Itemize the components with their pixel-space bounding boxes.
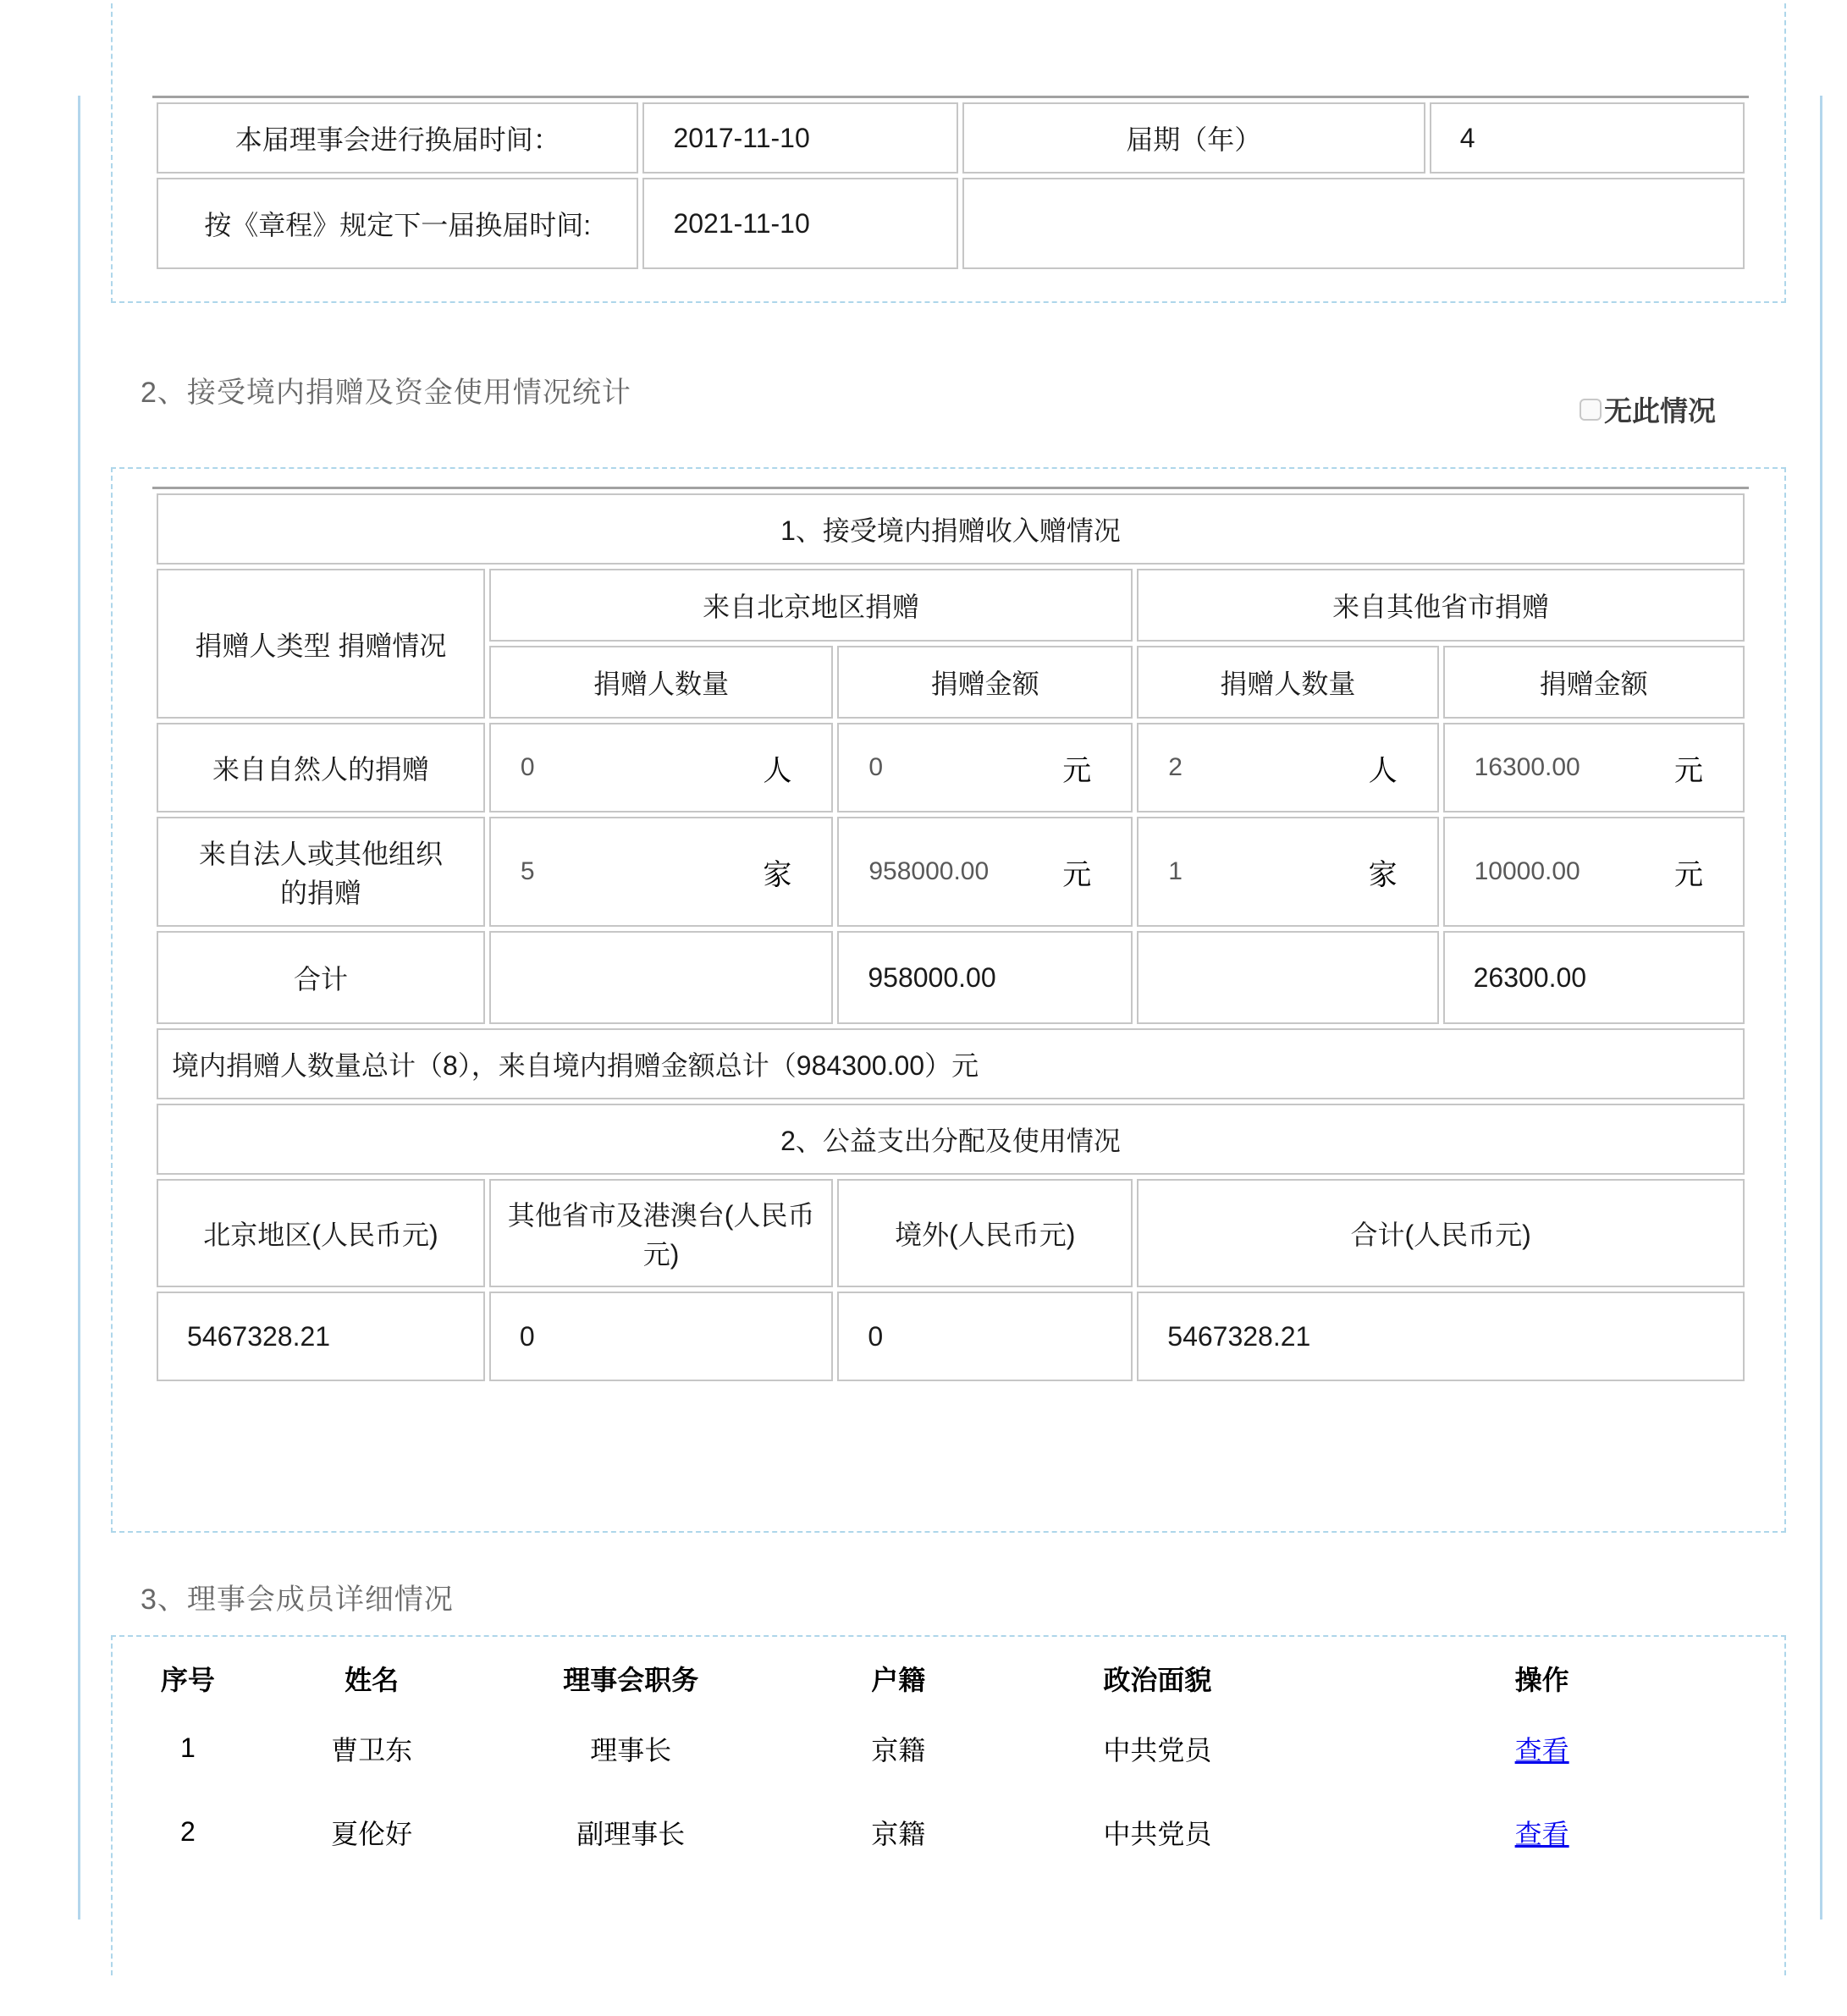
member-name: 曹卫东 (331, 1734, 413, 1765)
member-political: 中共党员 (1103, 1818, 1212, 1849)
value: 2 (1168, 753, 1183, 781)
empty-cell (489, 931, 833, 1024)
view-link[interactable]: 查看 (1514, 1818, 1569, 1849)
member-residence: 京籍 (871, 1734, 926, 1765)
natural-person-row (157, 723, 1745, 812)
section2-heading: 2、接受境内捐赠及资金使用情况统计 (141, 377, 631, 409)
member-position: 理事长 (590, 1734, 672, 1765)
member-political: 中共党员 (1103, 1734, 1212, 1765)
no-situation-label: 无此情况 (1604, 395, 1716, 427)
beijing-count-cell (489, 723, 833, 812)
unit: 人 (1368, 754, 1398, 787)
value: 958000.00 (868, 857, 990, 885)
donor-type-header: 捐赠人类型 捐赠情况 (157, 569, 485, 719)
member-action-cell (1299, 1790, 1784, 1874)
unit: 家 (1368, 858, 1398, 891)
expense-value-other: 0 (489, 1292, 833, 1381)
expense-header-total: 合计(人民币元) (1137, 1179, 1745, 1287)
board-row1-label2: 届期（年） (962, 102, 1425, 174)
member-index: 2 (179, 1816, 196, 1847)
col-header-political: 政治面貌 (1103, 1665, 1212, 1695)
panel-right-border (1820, 96, 1822, 1920)
beijing-amount-cell (837, 723, 1133, 812)
expense-value-beijing: 5467328.21 (157, 1292, 485, 1381)
beijing-group-header: 来自北京地区捐赠 (489, 569, 1133, 642)
donation-table (152, 487, 1749, 1385)
beijing-total-amount: 958000.00 (837, 931, 1133, 1024)
panel-left-border (78, 96, 80, 1920)
other-count-cell (1137, 723, 1438, 812)
beijing-count-cell (489, 817, 833, 927)
other-group-header: 来自其他省市捐赠 (1137, 569, 1745, 642)
expense-table-title: 2、公益支出分配及使用情况 (157, 1104, 1745, 1175)
row-label: 来自法人或其他组织的捐赠 (157, 817, 485, 927)
member-row (113, 1790, 1784, 1874)
expense-header-other: 其他省市及港澳台(人民币元) (489, 1179, 833, 1287)
col-header-residence: 户籍 (871, 1665, 926, 1695)
value: 0 (520, 753, 535, 781)
unit: 元 (1062, 754, 1092, 787)
member-row (113, 1706, 1784, 1790)
expense-header-beijing: 北京地区(人民币元) (157, 1179, 485, 1287)
value: 10000.00 (1474, 857, 1580, 885)
value: 5 (520, 857, 535, 885)
section3-heading: 3、理事会成员详细情况 (141, 1584, 454, 1616)
members-table (113, 1650, 1784, 1874)
other-total-amount: 26300.00 (1443, 931, 1745, 1024)
board-row2-label1: 按《章程》规定下一届换届时间: (157, 178, 638, 269)
unit: 家 (763, 858, 792, 891)
unit: 人 (763, 754, 792, 787)
other-amount-header: 捐赠金额 (1443, 646, 1745, 719)
donation-summary: 境内捐赠人数量总计（8），来自境内捐赠金额总计（984300.00）元 (157, 1028, 1745, 1099)
unit: 元 (1062, 858, 1092, 891)
other-amount-cell (1443, 723, 1745, 812)
other-amount-cell (1443, 817, 1745, 927)
col-header-index: 序号 (160, 1665, 215, 1695)
beijing-amount-header: 捐赠金额 (837, 646, 1133, 719)
unit: 元 (1674, 858, 1703, 891)
board-row2-empty-cell (962, 178, 1745, 269)
legal-person-row (157, 817, 1745, 927)
board-row2-value1: 2021-11-10 (642, 178, 957, 269)
row-label: 来自自然人的捐赠 (157, 723, 485, 812)
value: 0 (868, 753, 884, 781)
board-row1-label1: 本届理事会进行换届时间： (157, 102, 638, 174)
member-action-cell (1299, 1706, 1784, 1790)
member-index: 1 (179, 1732, 196, 1763)
total-label: 合计 (157, 931, 485, 1024)
members-section (111, 1635, 1786, 1975)
member-name: 夏伦好 (331, 1818, 413, 1849)
total-row (157, 931, 1745, 1024)
board-row1-value2: 4 (1430, 102, 1745, 174)
view-link[interactable]: 查看 (1514, 1734, 1569, 1765)
expense-value-abroad: 0 (837, 1292, 1133, 1381)
col-header-name: 姓名 (345, 1665, 400, 1695)
no-situation-checkbox-group (1580, 389, 1716, 429)
board-row1-value1: 2017-11-10 (642, 102, 957, 174)
empty-cell (1137, 931, 1438, 1024)
value: 16300.00 (1474, 753, 1580, 781)
col-header-position: 理事会职务 (563, 1665, 699, 1695)
members-header-row (113, 1650, 1784, 1706)
value: 1 (1168, 857, 1183, 885)
no-situation-checkbox[interactable] (1580, 399, 1602, 421)
member-residence: 京籍 (871, 1818, 926, 1849)
other-count-header: 捐赠人数量 (1137, 646, 1438, 719)
donation-table-title: 1、接受境内捐赠收入赠情况 (157, 493, 1745, 565)
member-position: 副理事长 (576, 1818, 686, 1849)
board-info-table (152, 96, 1749, 273)
expense-header-abroad: 境外(人民币元) (837, 1179, 1133, 1287)
col-header-action: 操作 (1514, 1665, 1569, 1695)
expense-value-total: 5467328.21 (1137, 1292, 1745, 1381)
other-count-cell (1137, 817, 1438, 927)
beijing-count-header: 捐赠人数量 (489, 646, 833, 719)
beijing-amount-cell (837, 817, 1133, 927)
unit: 元 (1674, 754, 1703, 787)
